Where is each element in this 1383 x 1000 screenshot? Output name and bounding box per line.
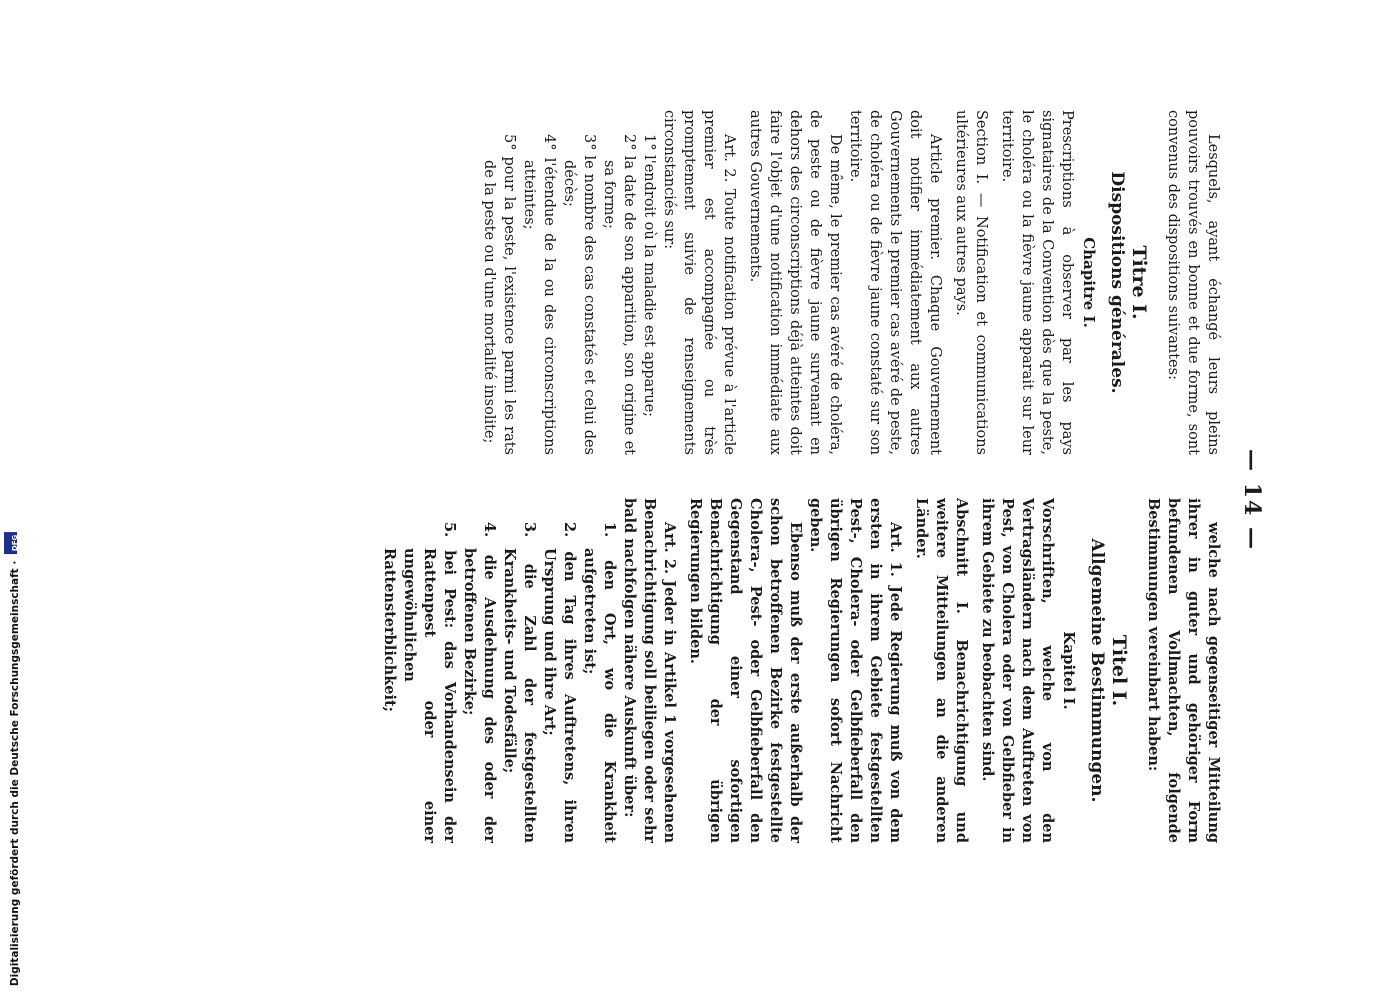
german-article-2: Art. 2. Jeder in Artikel 1 vorgesehenen Benachrichtigung soll beiliegen oder sehr bald nachfolgen nähere Auskunft über: bbox=[621, 498, 678, 843]
french-column bbox=[479, 110, 1223, 455]
french-subtitle: Dispositions générales. bbox=[1107, 171, 1127, 394]
german-subtitle: Allgemeine Bestimmungen. bbox=[1087, 538, 1107, 803]
german-section-heading: Abschnitt I. Benachrichtigung und weitere Mitteilungen an die anderen Länder. bbox=[913, 498, 970, 843]
french-chapter: Chapitre I. bbox=[1080, 237, 1098, 328]
french-list bbox=[479, 110, 659, 455]
digitization-credit: Digitalisierung gefördert durch die Deutsche Forschungsgemeinschaft · DFG bbox=[4, 532, 21, 986]
list-item: 1° l'endroit où la maladie est apparue; bbox=[641, 134, 657, 418]
french-article-2: Art. 2. Toute notification prévue à l'article premier est accompagnée ou très promptement suivie de renseignements circonstanciés sur: bbox=[661, 110, 737, 455]
german-column bbox=[379, 498, 1223, 843]
french-chapter-text: Prescriptions à observer par les pays signataires de la Convention dès que la peste, le choléra ou la fièvre jaune apparait sur leur territoire. bbox=[999, 110, 1075, 455]
list-item: 1. den Ort, wo die Krankheit aufgetreten ist; bbox=[581, 522, 618, 843]
list-item: 5. bei Pest: das Vorhandensein der Rattenpest oder einer ungewöhnlichen Rattensterblichkeit; bbox=[381, 522, 458, 843]
german-title: Titel I. bbox=[1108, 634, 1130, 707]
list-item: 3° le nombre des cas constatés et celui des décès; bbox=[561, 134, 597, 455]
dfg-logo-icon[interactable]: DFG bbox=[4, 532, 17, 554]
german-intro: welche nach gegenseitiger Mitteilung ihrer in guter und gehöriger Form befundenen Vollmachten, folgende Bestimmungen vereinbart haben: bbox=[1145, 498, 1222, 843]
list-item: 3. die Zahl der festgestellten Krankheits- und Todesfälle; bbox=[501, 522, 538, 843]
list-item: 2. den Tag ihres Auftretens, ihren Ursprung und ihre Art; bbox=[541, 522, 578, 843]
list-item: 4. die Ausdehnung des oder der betroffenen Bezirke; bbox=[461, 522, 498, 843]
french-intro: Lesquels, ayant échangé leurs pleins pouvoirs trouvés en bonne et due forme, sont convenus des dispositions suivantes: bbox=[1165, 110, 1221, 455]
german-chapter-text: Vorschriften, welche von den Vertragsländern nach dem Auftreten von Pest, von Cholera oder von Gelbfieber in ihrem Gebiete zu beobachten sind. bbox=[979, 498, 1056, 843]
german-list bbox=[379, 498, 619, 843]
french-title: Titre I. bbox=[1128, 245, 1150, 320]
french-section-heading: Section I. — Notification et communications ultérieures aux autres pays. bbox=[953, 110, 989, 455]
german-chapter: Kapitel I. bbox=[1060, 631, 1078, 710]
french-article-1b: De même, le premier cas avéré de choléra, de peste ou de fièvre jaune survenant en dehors des circonscriptions déjà atteintes doit faire l'objet d'une notification immédiate aux autres Gouvernements. bbox=[747, 110, 843, 455]
german-article-1b: Ebenso muß der erste außerhalb der schon betroffenen Bezirke festgestellte Cholera-, Pest- oder Gelbfieberfall den Gegenstand einer sofortigen Benachrichtigung der übrigen Regierungen bilden. bbox=[687, 498, 804, 843]
digitization-sidebar bbox=[0, 0, 20, 1000]
list-item: 4° l'étendue de la ou des circonscriptions atteintes; bbox=[521, 134, 557, 455]
german-article-1: Art. 1. Jede Regierung muß von dem ersten in ihrem Gebiete festgestellten Pest-, Cholera- oder Gelbfieberfall den übrigen Regierungen sofort Nachricht geben. bbox=[807, 498, 904, 843]
french-article-1: Article premier. Chaque Gouvernement doit notifier immédiatement aux autres Gouvernements le premier cas avéré de peste, de choléra ou de fièvre jaune constaté sur son territoire. bbox=[847, 110, 943, 455]
list-item: 5° pour la peste, l'existence parmi les rats de la peste ou d'une mortalité insolite; bbox=[481, 134, 517, 455]
list-item: 2° la date de son apparition, son origine et sa forme; bbox=[601, 134, 637, 455]
page-number: — 14 — bbox=[1239, 449, 1265, 551]
credit-text: Digitalisierung gefördert durch die Deutsche Forschungsgemeinschaft bbox=[9, 568, 21, 986]
